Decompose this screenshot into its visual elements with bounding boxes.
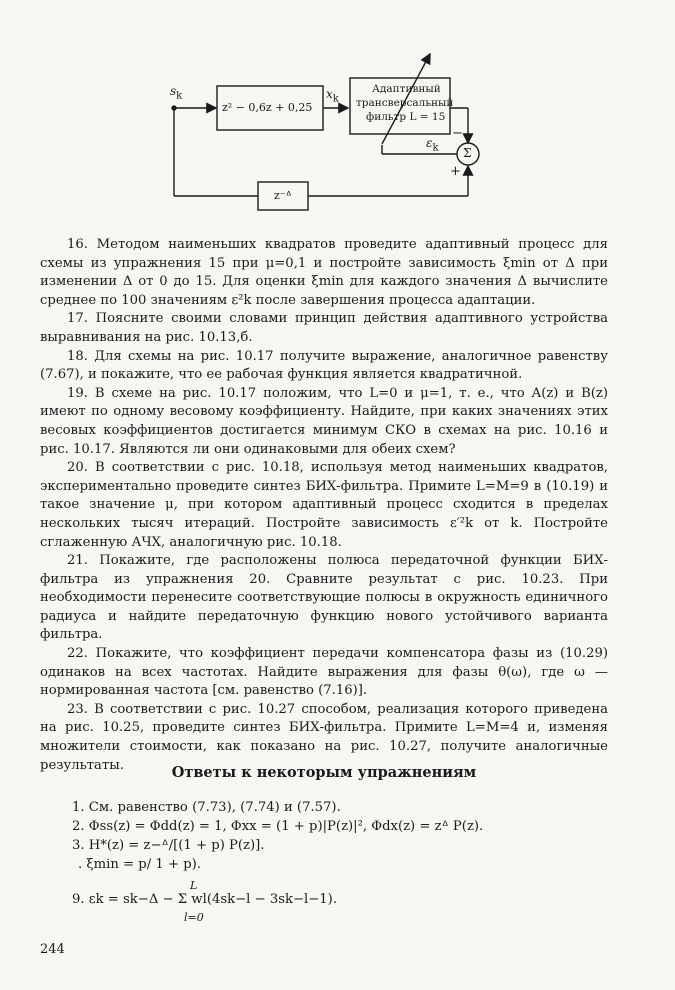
exercise-21: 21. Покажите, где расположены полюса передаточной функции БИХ-фильтра из упражнения 20. Сравните результат с рис. 10.23. При необходимости перенесите соответствующие полюсы в окружность единичного радиуса и найдите передаточную функцию нового устойчивого варианта фильтра. — [40, 553, 608, 643]
exercise-17: 17. Поясните своими словами принцип действия адаптивного устройства выравнивания на рис. 10.13,б. — [40, 311, 608, 345]
exercise-20: 20. В соответствии с рис. 10.18, используя метод наименьших квадратов, экспериментально проведите синтез БИХ-фильтра. Примите L=M=9 в (10.19) и такое значение μ, при котором адаптивный процесс сходится в пределах нескольких тысяч итераций. Постройте зависимость ε′²k от k. Постройте сглаженную АЧХ, аналогичную рис. 10.18. — [40, 460, 608, 550]
answer-2: 2. Φss(z) = Φdd(z) = 1, Φxx = (1 + p)|P(z)|², Φdx(z) = zᐞ P(z). — [72, 819, 484, 834]
diagram-wiring — [160, 40, 500, 220]
intermediate-label: $x_k$ — [326, 87, 339, 105]
exercise-list — [40, 236, 608, 775]
sum-symbol: Σ — [463, 146, 472, 160]
block-diagram — [160, 40, 500, 220]
exercise-23: 23. В соответствии с рис. 10.27 способом, реализация которого приведена на рис. 10.25, проведите синтез БИХ-фильтра. Примите L=M=4 и, изменяя множители стоимости, как показано на рис. 10.27, получите аналогичные результаты. — [40, 701, 608, 773]
answer-9-block — [72, 879, 612, 924]
answer-1: 1. См. равенство (7.73), (7.74) и (7.57). — [72, 800, 341, 815]
answers-heading: Ответы к некоторым упражнениям — [171, 764, 477, 781]
answer-9: 9. εk = sk−Δ − Σ wl(4sk−l − 3sk−l−1). — [72, 892, 338, 907]
exercise-22: 22. Покажите, что коэффициент передачи компенсатора фазы из (10.29) одинаков на всех частотах. Найдите выражения для фазы θ(ω), где ω — нормированная частота [см. равенство (7.16)]. — [40, 646, 608, 699]
answers-list — [72, 798, 612, 924]
input-label: $s_k$ — [170, 84, 183, 102]
plus-sign: + — [450, 164, 461, 179]
filter-box-label: z² − 0,6z + 0,25 — [222, 101, 313, 114]
exercise-16: 16. Методом наименьших квадратов проведите адаптивный процесс для схемы из упражнения 15 при μ=0,1 и постройте зависимость ξmin от Δ при изменении Δ от 0 до 15. Для оценки ξmin для каждого значения Δ вычислите среднее по 100 значениям ε²k после завершения процесса адаптации. — [40, 237, 608, 308]
adaptive-filter-label-3: фильтр L = 15 — [366, 111, 446, 123]
minus-sign: − — [452, 126, 463, 141]
delay-box-label: z⁻ᐞ — [274, 189, 292, 202]
adaptive-filter-label-1: Адаптивный — [372, 83, 441, 95]
adaptive-filter-label-2: трансверсальный — [356, 97, 454, 109]
page-number: 244 — [40, 942, 65, 957]
exercise-19: 19. В схеме на рис. 10.17 положим, что L=0 и μ=1, т. е., что A(z) и B(z) имеют по одному весовому коэффициенту. Найдите, при каких значениях этих весовых коэффициентов достигается минимум СКО в схемах на рис. 10.16 и рис. 10.17. Являются ли они одинаковыми для обеих схем? — [40, 385, 608, 457]
error-label: $\varepsilon_k$ — [426, 136, 439, 154]
answer-3: 3. H*(z) = z−ᐞ/[(1 + p) P(z)]. — [72, 838, 265, 853]
exercise-18: 18. Для схемы на рис. 10.17 получите выражение, аналогичное равенству (7.67), и покажите, что ее рабочая функция является квадратичной. — [40, 348, 608, 383]
sum-lower-limit: l=0 — [184, 911, 204, 924]
answer-4: . ξmin = p/ 1 + p). — [78, 857, 201, 872]
sum-upper-limit: L — [190, 879, 198, 892]
